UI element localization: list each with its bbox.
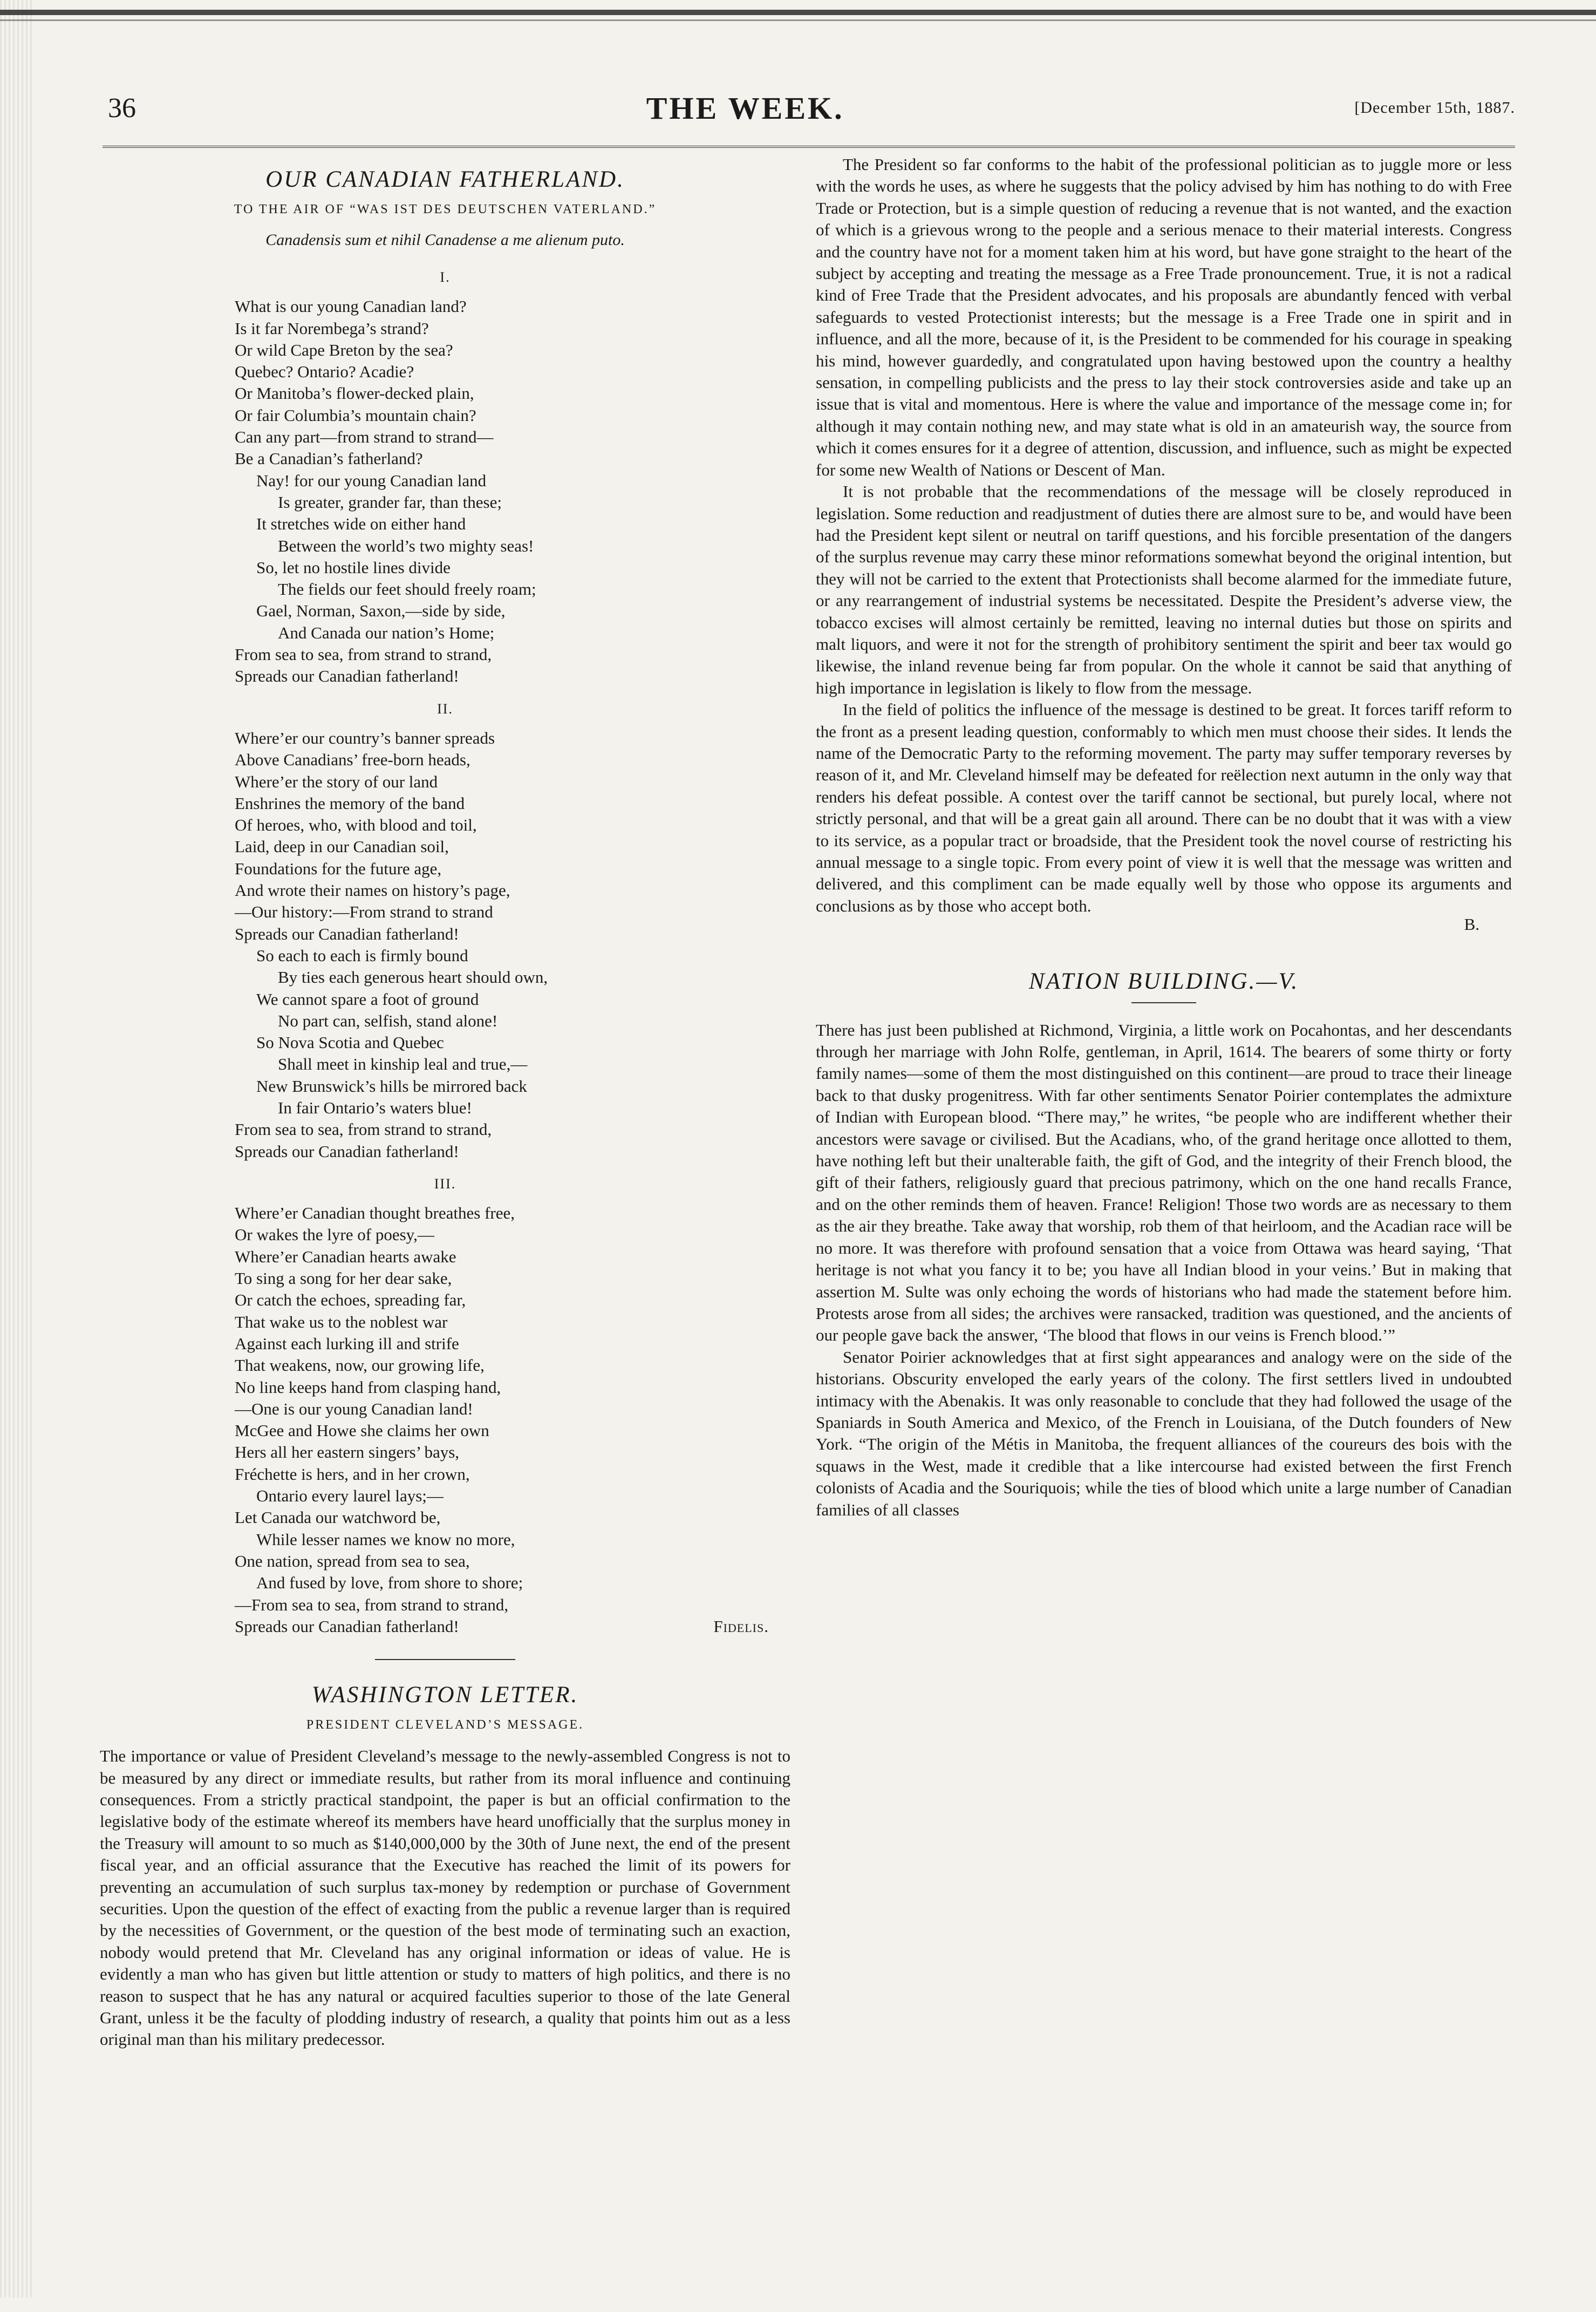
poem-line: By ties each generous heart should own, xyxy=(278,968,548,987)
page-header xyxy=(108,86,1515,130)
poem-line: We cannot spare a foot of ground xyxy=(256,989,479,1009)
poem-line: And Canada our nation’s Home; xyxy=(278,623,495,642)
poem-line: That wake us to the noblest war xyxy=(235,1312,448,1331)
title-underline xyxy=(1131,1002,1196,1003)
poem-line: Laid, deep in our Canadian soil, xyxy=(235,837,449,856)
poem-line: To sing a song for her dear sake, xyxy=(235,1269,452,1288)
poem-line xyxy=(235,1616,790,1637)
poem-line: Be a Canadian’s fatherland? xyxy=(235,449,423,468)
poem-line: Of heroes, who, with blood and toil, xyxy=(235,815,477,835)
poem-line: Enshrines the memory of the band xyxy=(235,793,465,813)
poem-line: Above Canadians’ free-born heads, xyxy=(235,750,470,770)
poem-line: —One is our young Canadian land! xyxy=(235,1399,473,1418)
header-divider xyxy=(103,146,1515,148)
left-column xyxy=(100,162,790,2312)
poem-line: —Our history:—From strand to strand xyxy=(235,902,493,922)
top-border-rule xyxy=(0,10,1596,15)
nation-building-title: NATION BUILDING.—V. xyxy=(1028,968,1299,994)
poem-line: So each to each is firmly bound xyxy=(256,946,468,965)
poem-line: That weakens, now, our growing life, xyxy=(235,1356,485,1375)
poem-line: Or fair Columbia’s mountain chain? xyxy=(235,405,476,425)
poem-line: No line keeps hand from clasping hand, xyxy=(235,1377,501,1397)
poem-line: Fréchette is hers, and in her crown, xyxy=(235,1464,470,1484)
poem-line: Gael, Norman, Saxon,—side by side, xyxy=(256,601,506,621)
washington-letter-body xyxy=(100,1745,790,2312)
section-divider xyxy=(375,1659,515,1660)
poem-line: Hers all her eastern singers’ bays, xyxy=(235,1443,460,1462)
washington-letter-title: WASHINGTON LETTER. xyxy=(311,1682,579,1708)
poem-line: It stretches wide on either hand xyxy=(256,514,466,534)
poem-line: Or wild Cape Breton by the sea? xyxy=(235,340,453,359)
poem-line: From sea to sea, from strand to strand, xyxy=(235,1120,492,1139)
poem-line: And fused by love, from shore to shore; xyxy=(256,1573,523,1593)
poem-line: Shall meet in kinship leal and true,— xyxy=(278,1055,528,1074)
poem-line: Can any part—from strand to strand— xyxy=(235,427,494,447)
poem-line: Is it far Norembega’s strand? xyxy=(235,318,429,338)
poem-line-text: Spreads our Canadian fatherland! xyxy=(235,1616,459,1636)
poem-line: So, let no hostile lines divide xyxy=(256,557,451,577)
poem-line: In fair Ontario’s waters blue! xyxy=(278,1098,472,1117)
paragraph: In the field of politics the influence of the message is destined to be great. It forces tariff reform to the front as a present leading question, conformably to which men must choose their sides. It lends the name of the Democratic Party to the reforming movement. The party may suffer temporary reverses by reason of it, and Mr. Cleveland himself may be defeated for reëlection next autumn in the only way that renders his defeat possible. A contest over the tariff cannot be sectional, but purely local, where not strictly personal, and that will be a great gain all around. There can be no doubt that it was with a view to its service, as a popular tract or broadside, that the President took the novel course of restricting his annual message to a single topic. From every point of view it is well that the message was written and delivered, and this compliment can be made equally well by those who oppose its arguments and conclusions as by those who accept both. xyxy=(816,700,1512,915)
poem-title: OUR CANADIAN FATHERLAND. xyxy=(265,167,625,192)
poem-line: So Nova Scotia and Quebec xyxy=(256,1033,444,1052)
poem-line: While lesser names we know no more, xyxy=(256,1529,515,1549)
poem-line: What is our young Canadian land? xyxy=(235,297,467,316)
poem-line: Or wakes the lyre of poesy,— xyxy=(235,1225,434,1245)
poem-line: Nay! for our young Canadian land xyxy=(256,471,487,490)
poem-line: Between the world’s two mighty seas! xyxy=(278,536,534,555)
poem-line: Foundations for the future age, xyxy=(235,859,442,878)
nation-building-body xyxy=(816,1019,1512,1521)
poem-line: New Brunswick’s hills be mirrored back xyxy=(256,1076,527,1096)
poem-line: Or Manitoba’s flower-decked plain, xyxy=(235,384,474,403)
paragraph: Senator Poirier acknowledges that at first sight appearances and analogy were on the side of the historians. Obscurity enveloped the early years of the colony. The first settlers lived in undoubted intimacy with the Abenakis. It was only reasonable to conclude that they had followed the usage of the Spaniards in South America and Mexico, of the French in Louisiana, of the Dutch founders of New York. “The origin of the Métis in Manitoba, the frequent alliances of the coureurs des bois with the squaws in the West, made it credible that a like intercourse had existed between the first French colonists of Acadia and the Souriquois; while the ties of blood which unite a large number of Canadian families of all classes xyxy=(816,1347,1512,1519)
poem-line: Against each lurking ill and strife xyxy=(235,1334,459,1353)
masthead-title: THE WEEK. xyxy=(646,90,844,126)
washington-letter-subtitle: PRESIDENT CLEVELAND’S MESSAGE. xyxy=(306,1718,584,1732)
poem-line: McGee and Howe she claims her own xyxy=(235,1421,489,1440)
paragraph: The importance or value of President Cleveland’s message to the newly-assembled Congress is not to be measured by any direct or immediate results, but rather from its moral influence and continuing consequences. From a strictly practical standpoint, the paper is but an official confirmation to the legislative body of the estimate whereof its members have heard unofficially that the surplus money in the Treasury will amount to so much as $140,000,000 by the 30th of June next, the end of the present fiscal year, and an official assurance that the Executive has reached the limit of its powers for preventing an accumulation of such surplus tax-money by redemption or purchase of Government securities. Upon the question of the effect of exacting from the public a revenue larger than is required by the necessities of Government, or the question of the best mode of terminating such an exaction, nobody would pretend that Mr. Cleveland has any original information or ideas of value. He is evidently a man who has given but little attention or study to matters of high politics, and there is no reason to suspect that he has any natural or acquired faculties superior to those of the late General Grant, unless it be the faculty of plodding industry of research, a quality that points him out as a less original man than his military predecessor. xyxy=(100,1746,790,2049)
stanza-number: II. xyxy=(437,701,453,717)
poem-line: Spreads our Canadian fatherland! xyxy=(235,924,459,943)
poem-line: Spreads our Canadian fatherland! xyxy=(235,1141,459,1161)
stanza-number: I. xyxy=(440,269,451,285)
poem-line: And wrote their names on history’s page, xyxy=(235,881,510,900)
washington-letter-signature: B. xyxy=(1464,915,1479,934)
poem-line: Spreads our Canadian fatherland! xyxy=(235,667,459,686)
issue-date: [December 15th, 1887. xyxy=(1354,99,1515,117)
poem-air-note: TO THE AIR OF “WAS IST DES DEUTSCHEN VATERLAND.” xyxy=(234,202,657,216)
poem-line: Quebec? Ontario? Acadie? xyxy=(235,362,414,382)
poem-line: Is greater, grander far, than these; xyxy=(278,492,502,512)
paragraph: The President so far conforms to the habit of the professional politician as to juggle more or less with the words he uses, as where he suggests that the policy advised by him has nothing to do with Free Trade or Protection, but is a simple question of reducing a revenue that is not wanted, and the exaction of which is a grievous wrong to the people and a serious menace to their material interests. Congress and the country have not for a moment taken him at his word, but have gone straight to the heart of the subject by accepting and treating the message as a Free Trade pronouncement. True, it is not a radical kind of Free Trade that the President advocates, and his proposals are abundantly fenced with verbal safeguards to vested Protectionist interests; but the message is a Free Trade one in spirit and in influence, and all the more, because of it, is the President to be commended for his courage in speaking his mind, however guardedly, and congratulated upon having bestowed upon the country a healthy sensation, in compelling publicists and the press to lay their stock controversies aside and take up an issue that is vital and momentous. Here is where the value and importance of the message come in; for although it may contain nothing new, and may state what is old in an amateurish way, the source from which it comes ensures for it a degree of attention, discussion, and influence, such as might be expected for some new Wealth of Nations or Descent of Man. xyxy=(816,155,1512,479)
paragraph: It is not probable that the recommendations of the message will be closely reproduced in legislation. Some reduction and readjustment of duties there are almost sure to be, and would have been had the President kept silent or neutral on tariff questions, and his forcible presentation of the dangers of the surplus revenue may carry these minor reformations somewhat beyond the original intention, but they will not be carried to the extent that Protectionists shall become alarmed for the immediate future, or any rearrangement of industrial systems be necessitated. Despite the President’s adverse view, the tobacco excises will almost certainly be remitted, leaving no internal duties but those on spirits and malt liquors, and were it not for the strength of prohibitory sentiment the spirit and beer tax would go likewise, the inland revenue being far from popular. On the whole it cannot be said that anything of high importance in legislation is likely to flow from the message. xyxy=(816,482,1512,697)
poem-body xyxy=(235,267,790,1637)
poem-motto: Canadensis sum et nihil Canadense a me alienum puto. xyxy=(265,231,625,249)
poem-line: Ontario every laurel lays;— xyxy=(256,1486,444,1506)
paragraph: There has just been published at Richmond, Virginia, a little work on Pocahontas, and her descendants through her marriage with John Rolfe, gentleman, in April, 1614. The bearers of some thirty or forty family names—some of them the most distinguished on this continent—are proud to trace their lineage back to that dusky progenitress. With far other sentiments Senator Poirier contemplates the admixture of Indian with European blood. “There may,” he writes, “be people who are indifferent whether their ancestors were savage or civilised. But the Acadians, who, of the grand heritage once allotted to them, have nothing left but their unalterable faith, the gift of God, and the integrity of their French blood, the gift of their fathers, religiously guard that precious patrimony, which on the one hand recalls France, and on the other reminds them of heaven. France! Religion! Those two words are as necessary to them as the air they breathe. Take away that worship, rob them of that heirloom, and the Acadian race will be no more. It was therefore with profound sensation that a voice from Ottawa was heard saying, ‘That heritage is not what you fancy it to be; you have all Indian blood in your veins.’ But in making that assertion M. Sulte was only echoing the words of historians who had made the statement before him. Protests arose from all sides; the archives were ransacked, tradition was questioned, and the ancients of our people gave back the answer, ‘The blood that flows in our veins is French blood.’” xyxy=(816,1020,1512,1345)
poem-line: Where’er the story of our land xyxy=(235,772,438,791)
stanza-number: III. xyxy=(434,1175,456,1192)
poem-line: No part can, selfish, stand alone! xyxy=(278,1011,498,1030)
page-binding-edge xyxy=(0,0,32,2297)
page-number: 36 xyxy=(108,92,136,124)
poem-line: Where’er Canadian thought breathes free, xyxy=(235,1203,515,1223)
right-column xyxy=(816,154,1512,1521)
poem-line: Or catch the echoes, spreading far, xyxy=(235,1290,466,1310)
poem-line: The fields our feet should freely roam; xyxy=(278,580,536,599)
washington-letter-continued xyxy=(816,154,1512,936)
poem-line: Where’er Canadian hearts awake xyxy=(235,1247,456,1266)
poem-line: From sea to sea, from strand to strand, xyxy=(235,645,492,664)
poem-line: Where’er our country’s banner spreads xyxy=(235,728,495,747)
poem-author: Fidelis. xyxy=(713,1616,769,1636)
poem-line: —From sea to sea, from strand to strand, xyxy=(235,1595,509,1614)
poem-line: Let Canada our watchword be, xyxy=(235,1508,441,1527)
top-border-rule-thin xyxy=(0,19,1596,21)
poem-line: One nation, spread from sea to sea, xyxy=(235,1551,470,1570)
